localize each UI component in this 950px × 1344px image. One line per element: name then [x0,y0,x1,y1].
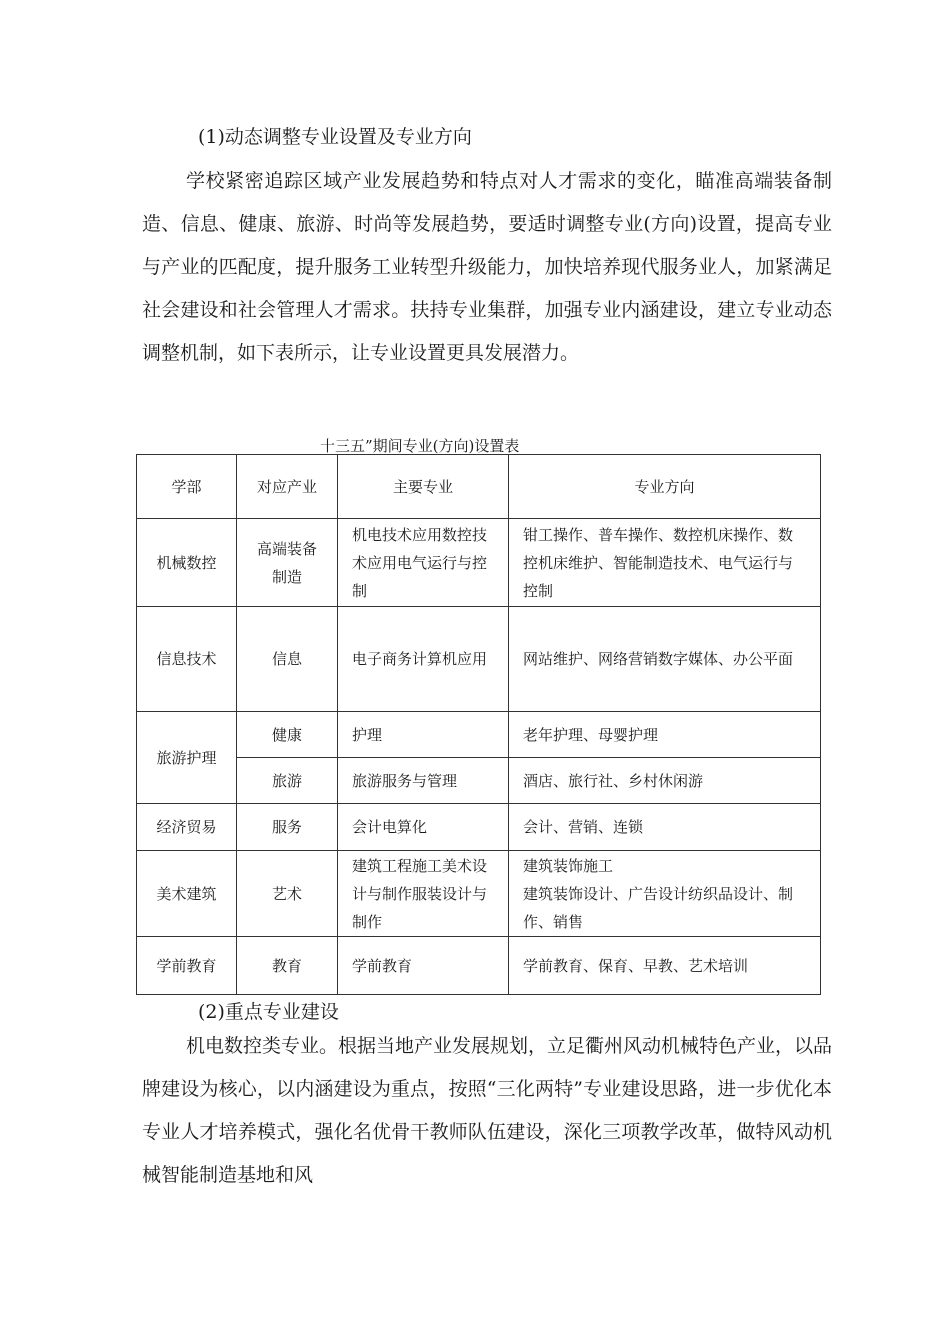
cell-major: 学前教育 [338,937,509,995]
cell-dept: 美术建筑 [137,851,237,937]
table-row [137,851,821,937]
table-row [137,607,821,712]
cell-industry: 教育 [237,937,338,995]
section1-heading: (1)动态调整专业设置及专业方向 [198,126,472,148]
direction-line: 建筑装饰施工 [523,856,614,875]
major-settings-table [136,454,821,995]
table-row [137,758,821,804]
cell-direction: 学前教育、保育、早教、艺术培训 [509,937,821,995]
section1-paragraph: 学校紧密追踪区域产业发展趋势和特点对人才需求的变化，瞄准高端装备制造、信息、健康、旅游、时尚等发展趋势，要适时调整专业(方向)设置，提高专业与产业的匹配度，提升服务工业转型升级能力，加快培养现代服务业人，加紧满足社会建设和社会管理人才需求。扶持专业集群，加强专业内涵建设，建立专业动态调整机制，如下表所示，让专业设置更具发展潜力。 [142,170,832,364]
cell-direction: 老年护理、母婴护理 [509,712,821,758]
cell-industry: 服务 [237,804,338,851]
cell-industry: 健康 [237,712,338,758]
cell-industry: 艺术 [237,851,338,937]
cell-direction: 酒店、旅行社、乡村休闲游 [509,758,821,804]
table-row [137,712,821,758]
table-row [137,937,821,995]
cell-major: 会计电算化 [338,804,509,851]
header-industry: 对应产业 [237,455,338,519]
direction-line: 建筑装饰设计、广告设计纺织品设计、制作、销售 [523,884,794,931]
header-direction: 专业方向 [509,455,821,519]
table-row [137,519,821,607]
section2-paragraph: 机电数控类专业。根据当地产业发展规划，立足衢州风动机械特色产业，以品牌建设为核心，以内涵建设为重点，按照“三化两特”专业建设思路，进一步优化本专业人才培养模式，强化名优骨干教师队伍建设，深化三项教学改革，做特风动机械智能制造基地和风 [142,1035,833,1186]
table-row [137,804,821,851]
cell-dept: 信息技术 [137,607,237,712]
cell-major: 建筑工程施工美术设计与制作服装设计与制作 [338,851,509,937]
table-caption: 十三五”期间专业(方向)设置表 [320,437,520,455]
cell-major: 电子商务计算机应用 [338,607,509,712]
cell-major: 机电技术应用数控技术应用电气运行与控制 [338,519,509,607]
section2-heading: (2)重点专业建设 [198,1001,339,1023]
header-dept: 学部 [137,455,237,519]
cell-major: 护理 [338,712,509,758]
cell-direction: 网站维护、网络营销数字媒体、办公平面 [509,607,821,712]
cell-industry: 旅游 [237,758,338,804]
header-major: 主要专业 [338,455,509,519]
cell-industry: 信息 [237,607,338,712]
cell-dept: 学前教育 [137,937,237,995]
cell-major: 旅游服务与管理 [338,758,509,804]
cell-dept: 旅游护理 [137,712,237,804]
table-header-row [137,455,821,519]
cell-direction: 钳工操作、普车操作、数控机床操作、数控机床维护、智能制造技术、电气运行与控制 [509,519,821,607]
cell-direction [509,851,821,937]
cell-direction: 会计、营销、连锁 [509,804,821,851]
cell-industry: 高端装备制造 [237,519,338,607]
cell-dept: 机械数控 [137,519,237,607]
cell-dept: 经济贸易 [137,804,237,851]
